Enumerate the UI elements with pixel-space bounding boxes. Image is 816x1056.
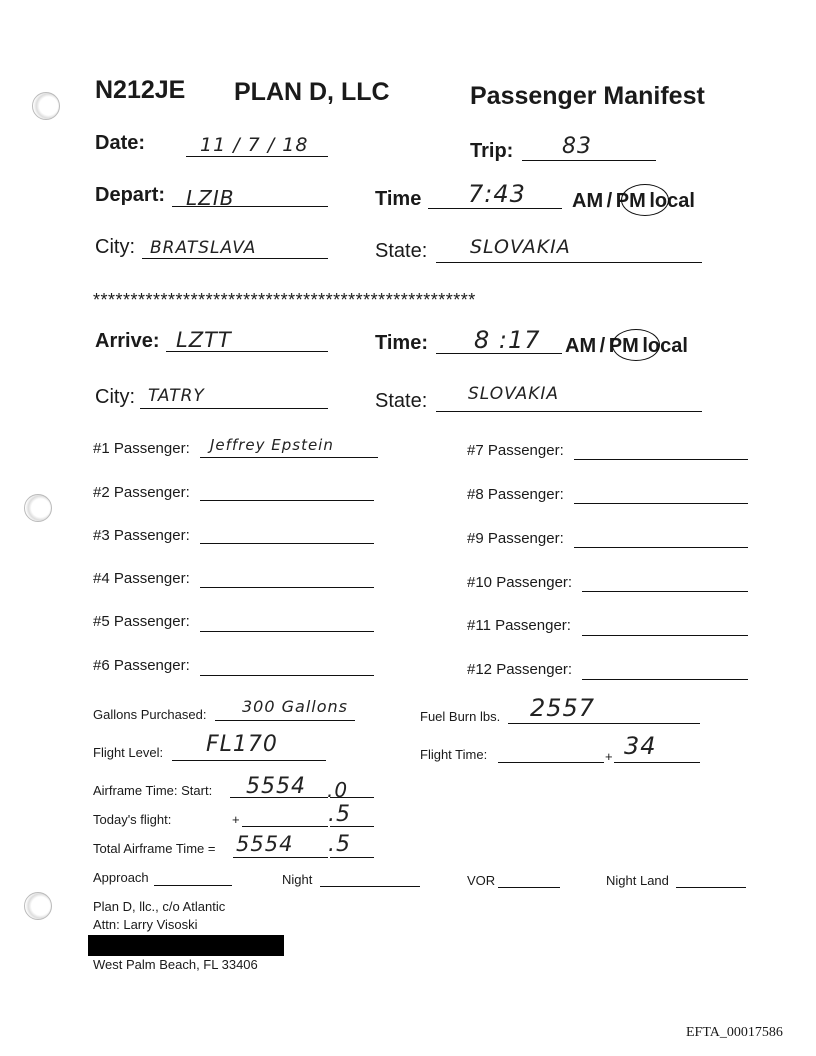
trip-label: Trip: (470, 140, 514, 162)
binder-hole-bottom (24, 892, 52, 920)
passenger-field-6[interactable] (200, 675, 374, 676)
flight-time-label: Flight Time: (420, 747, 488, 762)
arrive-time-label: Time: (375, 332, 428, 354)
passenger-field-8[interactable] (574, 503, 748, 504)
flight-level-label: Flight Level: (93, 745, 164, 760)
passenger-value-1: Jeffrey Epstein (210, 436, 334, 454)
flight-time-field-minutes[interactable] (614, 762, 700, 763)
arrive-city-field[interactable] (140, 408, 328, 409)
depart-city-field[interactable] (142, 258, 328, 259)
binder-hole-top (32, 92, 60, 120)
total-airframe-field[interactable] (233, 857, 328, 858)
passenger-field-11[interactable] (582, 635, 748, 636)
airframe-start-decimal: .0 (327, 778, 349, 802)
arrive-state-label: State: (375, 390, 428, 412)
approach-label: Approach (93, 870, 149, 885)
todays-flight-decimal: .5 (328, 802, 351, 827)
depart-label: Depart: (95, 184, 166, 206)
arrive-city-label: City: (95, 386, 135, 408)
passenger-field-9[interactable] (574, 547, 748, 548)
trip-field[interactable] (522, 160, 656, 161)
night-label: Night (282, 872, 313, 887)
passenger-field-2[interactable] (200, 500, 374, 501)
night-land-label: Night Land (606, 873, 669, 888)
passenger-label: #3 Passenger: (93, 527, 190, 544)
arrive-value: LZTT (176, 328, 232, 352)
page-title: Passenger Manifest (470, 82, 705, 110)
depart-ampm: AM / PM local (572, 190, 695, 212)
gallons-value: 300 Gallons (242, 697, 348, 716)
date-value: 11 / 7 / 18 (200, 134, 309, 156)
fuel-burn-field[interactable] (508, 723, 700, 724)
binder-hole-middle (24, 494, 52, 522)
passenger-label: #7 Passenger: (467, 442, 564, 459)
passenger-field-5[interactable] (200, 631, 374, 632)
address-line-4: West Palm Beach, FL 33406 (93, 957, 258, 972)
vor-label: VOR (467, 873, 496, 888)
arrive-ampm: AM / PM local (565, 335, 688, 357)
passenger-field-3[interactable] (200, 543, 374, 544)
depart-value: LZIB (186, 186, 235, 210)
depart-time-label: Time (375, 188, 422, 210)
passenger-label: #12 Passenger: (467, 661, 573, 678)
passenger-field-1[interactable] (200, 457, 378, 458)
flight-time-plus: + (605, 749, 613, 764)
passenger-label: #6 Passenger: (93, 657, 190, 674)
passenger-field-12[interactable] (582, 679, 748, 680)
gallons-label: Gallons Purchased: (93, 707, 207, 722)
flight-time-field-hours[interactable] (498, 762, 604, 763)
depart-state-value: SLOVAKIA (470, 236, 571, 258)
flight-level-field[interactable] (172, 760, 326, 761)
tail-number: N212JE (95, 76, 186, 104)
passenger-label: #9 Passenger: (467, 530, 564, 547)
passenger-label: #5 Passenger: (93, 613, 190, 630)
gallons-field[interactable] (215, 720, 355, 721)
bates-number: EFTA_00017586 (686, 1025, 783, 1040)
passenger-label: #11 Passenger: (467, 617, 571, 634)
depart-time-field[interactable] (428, 208, 562, 209)
fuel-burn-label: Fuel Burn lbs. (420, 709, 501, 724)
passenger-field-4[interactable] (200, 587, 374, 588)
date-field[interactable] (186, 156, 328, 157)
fuel-burn-value: 2557 (530, 694, 596, 722)
date-label: Date: (95, 132, 146, 154)
night-field[interactable] (320, 886, 420, 887)
arrive-label: Arrive: (95, 330, 160, 352)
night-land-field[interactable] (676, 887, 746, 888)
passenger-label: #2 Passenger: (93, 484, 190, 501)
total-airframe-decimal: .5 (328, 832, 351, 857)
depart-state-field[interactable] (436, 262, 702, 263)
passenger-label: #4 Passenger: (93, 570, 190, 587)
arrive-state-value: SLOVAKIA (468, 384, 560, 404)
address-line-1: Plan D, llc., c/o Atlantic (93, 899, 226, 914)
address-line-2: Attn: Larry Visoski (93, 917, 198, 932)
trip-value: 83 (562, 134, 592, 159)
todays-flight-field[interactable] (242, 826, 328, 827)
depart-city-label: City: (95, 236, 135, 258)
total-airframe-label: Total Airframe Time = (93, 841, 216, 856)
company-name: PLAN D, LLC (234, 78, 390, 106)
approach-field[interactable] (154, 885, 232, 886)
passenger-field-7[interactable] (574, 459, 748, 460)
depart-state-label: State: (375, 240, 428, 262)
todays-flight-label: Today's flight: (93, 812, 172, 827)
arrive-pm-circle (612, 329, 660, 361)
depart-time-value: 7:43 (468, 180, 526, 208)
arrive-city-value: TATRY (148, 386, 205, 406)
arrive-state-field[interactable] (436, 411, 702, 412)
vor-field[interactable] (498, 887, 560, 888)
depart-pm-circle (621, 184, 669, 216)
total-airframe-decimal-field[interactable] (330, 857, 374, 858)
todays-flight-plus: + (232, 812, 240, 827)
airframe-start-value: 5554 (246, 774, 306, 799)
passenger-label: #1 Passenger: (93, 440, 190, 457)
total-airframe-value: 5554 (236, 832, 294, 856)
separator-stars: *************************************************** (93, 290, 476, 310)
arrive-time-value: 8 :17 (474, 326, 541, 354)
passenger-field-10[interactable] (582, 591, 748, 592)
flight-time-value: 34 (624, 732, 657, 760)
passenger-label: #8 Passenger: (467, 486, 564, 503)
depart-city-value: BRATSLAVA (150, 238, 257, 258)
flight-level-value: FL170 (206, 732, 278, 757)
passenger-label: #10 Passenger: (467, 574, 573, 591)
airframe-start-label: Airframe Time: Start: (93, 783, 213, 798)
redaction-bar (88, 935, 284, 956)
